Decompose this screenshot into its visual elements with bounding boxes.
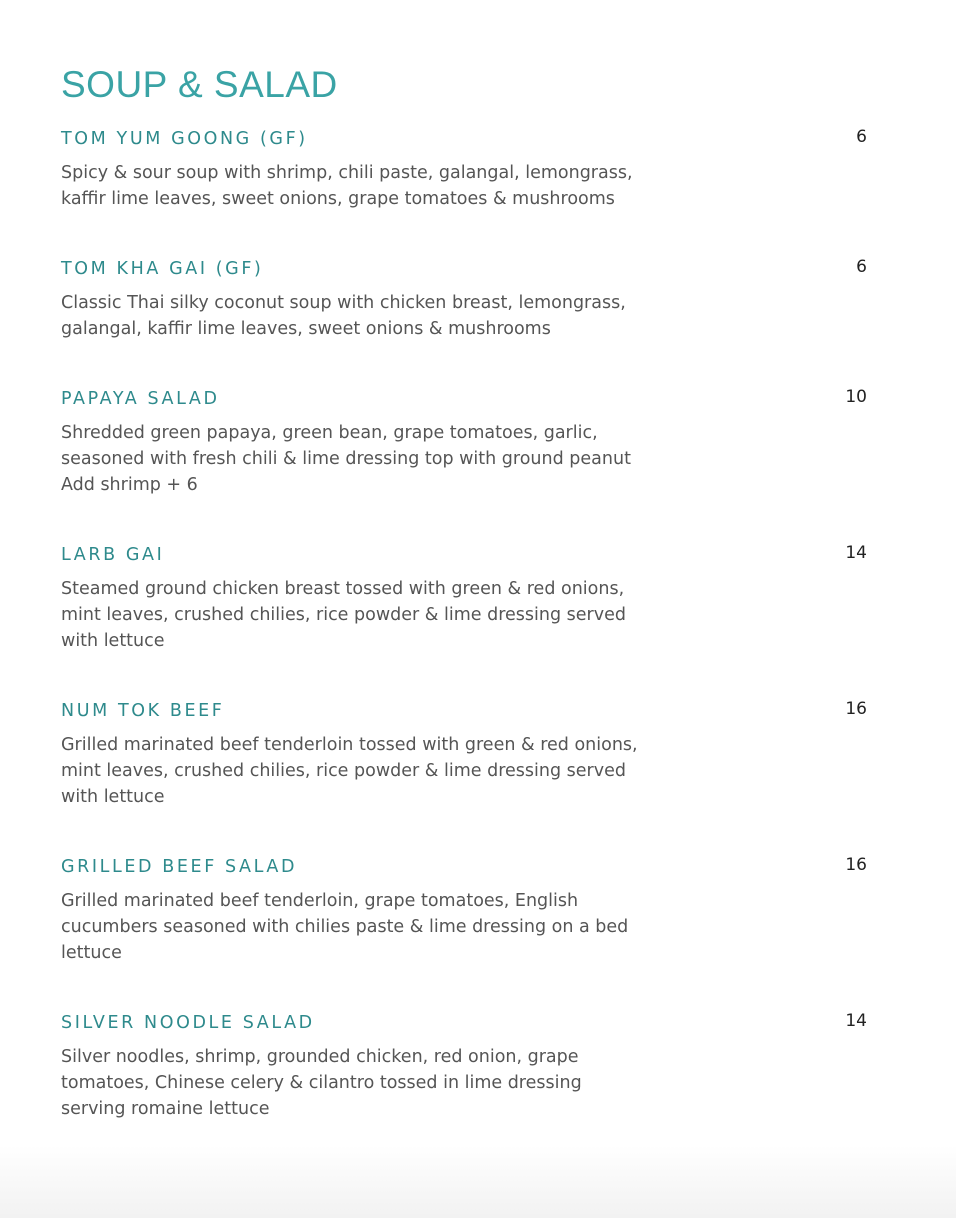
item-price: 6	[856, 257, 867, 277]
description-line: kaffir lime leaves, sweet onions, grape tomatoes & mushrooms	[61, 189, 615, 209]
description-line: Spicy & sour soup with shrimp, chili paste, galangal, lemongrass,	[61, 163, 633, 183]
item-description	[61, 1044, 661, 1122]
description-line: Steamed ground chicken breast tossed with green & red onions,	[61, 579, 625, 599]
item-name: TOM YUM GOONG (GF)	[61, 129, 308, 149]
item-description	[61, 420, 661, 498]
item-description	[61, 888, 661, 966]
item-price: 16	[845, 855, 867, 875]
description-line: mint leaves, crushed chilies, rice powder & lime dressing served	[61, 761, 626, 781]
description-line: seasoned with fresh chili & lime dressing top with ground peanut	[61, 449, 631, 469]
item-name: PAPAYA SALAD	[61, 389, 220, 409]
description-line: with lettuce	[61, 631, 165, 651]
description-line: Classic Thai silky coconut soup with chicken breast, lemongrass,	[61, 293, 626, 313]
description-line: Silver noodles, shrimp, grounded chicken, red onion, grape	[61, 1047, 579, 1067]
description-line: serving romaine lettuce	[61, 1099, 270, 1119]
item-description	[61, 160, 661, 212]
description-line: lettuce	[61, 943, 122, 963]
item-name: SILVER NOODLE SALAD	[61, 1013, 315, 1033]
item-price: 16	[845, 699, 867, 719]
item-description	[61, 732, 661, 810]
description-line: galangal, kaffir lime leaves, sweet onions & mushrooms	[61, 319, 551, 339]
item-name: LARB GAI	[61, 545, 165, 565]
item-price: 14	[845, 1011, 867, 1031]
item-description	[61, 290, 661, 342]
item-price: 10	[845, 387, 867, 407]
description-line: tomatoes, Chinese celery & cilantro tossed in lime dressing	[61, 1073, 582, 1093]
description-line: Grilled marinated beef tenderloin tossed with green & red onions,	[61, 735, 638, 755]
description-line: Grilled marinated beef tenderloin, grape tomatoes, English	[61, 891, 579, 911]
item-name: GRILLED BEEF SALAD	[61, 857, 298, 877]
item-description	[61, 576, 661, 654]
description-line: Add shrimp + 6	[61, 475, 198, 495]
item-price: 6	[856, 127, 867, 147]
description-line: mint leaves, crushed chilies, rice powder & lime dressing served	[61, 605, 626, 625]
description-line: cucumbers seasoned with chilies paste & lime dressing on a bed	[61, 917, 629, 937]
description-line: Shredded green papaya, green bean, grape tomatoes, garlic,	[61, 423, 598, 443]
item-name: NUM TOK BEEF	[61, 701, 225, 721]
item-price: 14	[845, 543, 867, 563]
description-line: with lettuce	[61, 787, 165, 807]
item-name: TOM KHA GAI (GF)	[61, 259, 264, 279]
section-title: SOUP & SALAD	[61, 64, 338, 105]
